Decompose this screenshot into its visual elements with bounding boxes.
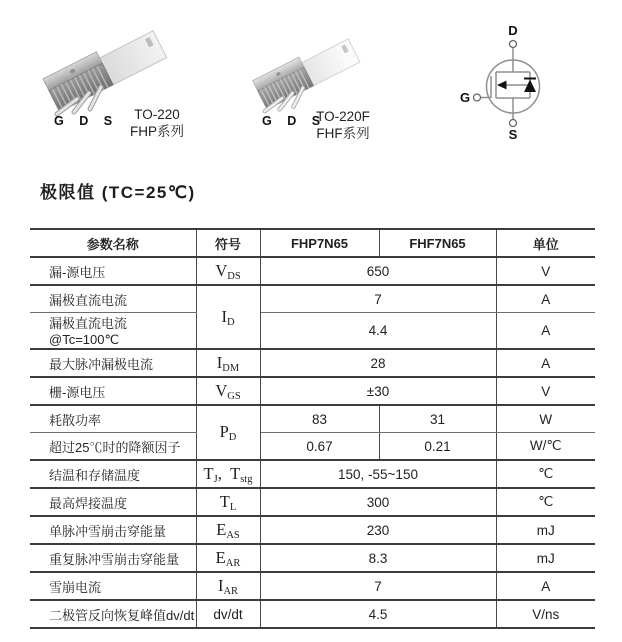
package-series: FHF系列 (316, 126, 370, 141)
unit-cell: V (496, 257, 595, 285)
gate-terminal (474, 94, 481, 101)
table-row (30, 405, 595, 433)
table-row (30, 257, 595, 285)
value-cell: 31 (379, 405, 496, 433)
symbol-text: I (216, 352, 223, 372)
column-header: FHP7N65 (260, 229, 379, 257)
symbol-cell (196, 257, 260, 285)
symbol-subscript: D (226, 316, 235, 328)
section-title: 极限值 (TC=25℃) (40, 183, 196, 202)
package-name: TO-220F (316, 109, 370, 124)
package-pins-label: G D S (54, 114, 119, 128)
column-header: 参数名称 (30, 229, 196, 257)
column-header: FHF7N65 (379, 229, 496, 257)
table-body (30, 257, 595, 628)
unit-cell: V/ns (496, 600, 595, 628)
parameter-name-cell: 最高焊接温度 (30, 488, 196, 516)
table-row (30, 285, 595, 313)
symbol-subscript: AR (223, 585, 239, 597)
symbol-text: I (221, 306, 227, 326)
package-pins-label: G D S (262, 114, 327, 128)
unit-cell: V (496, 377, 595, 405)
symbol-text: E (215, 547, 226, 567)
symbol-subscript: DS (227, 270, 241, 282)
unit-cell: mJ (496, 516, 595, 544)
ratings-table-wrap (30, 228, 595, 629)
table-header (30, 229, 595, 257)
symbol-text: V (215, 260, 228, 280)
table-row (30, 349, 595, 377)
symbol-text: dv/dt (213, 607, 243, 622)
symbol-subscript: DM (222, 362, 240, 374)
column-header: 单位 (496, 229, 595, 257)
mosfet-symbol-diagram (456, 14, 568, 148)
value-cell: 300 (260, 488, 496, 516)
parameter-name-cell: 单脉冲雪崩击穿能量 (30, 516, 196, 544)
symbol-subscript: J (213, 473, 218, 485)
symbol-subscript: L (229, 501, 237, 513)
value-cell: 4.4 (260, 313, 496, 350)
package-caption (312, 108, 374, 142)
value-cell: 28 (260, 349, 496, 377)
symbol-cell (196, 285, 260, 349)
value-cell: 7 (260, 285, 496, 313)
unit-cell: A (496, 572, 595, 600)
source-label: S (508, 127, 518, 142)
parameter-name-cell: 漏极直流电流 (30, 285, 196, 313)
symbol-cell (196, 377, 260, 405)
parameter-name-cell: 二极管反向恢复峰值dv/dt (30, 600, 196, 628)
parameter-name-cell: 漏-源电压 (30, 257, 196, 285)
value-cell: 7 (260, 572, 496, 600)
column-header: 符号 (196, 229, 260, 257)
parameter-name-cell: 最大脉冲漏极电流 (30, 349, 196, 377)
value-cell: 0.67 (260, 433, 379, 461)
symbol-text: E (216, 519, 227, 539)
package-series: FHP系列 (130, 124, 184, 139)
value-cell: 0.21 (379, 433, 496, 461)
unit-cell: A (496, 285, 595, 313)
unit-cell: A (496, 349, 595, 377)
value-cell: 230 (260, 516, 496, 544)
table-row (30, 572, 595, 600)
symbol-text: , T (217, 463, 241, 483)
symbol-subscript: AR (225, 557, 241, 569)
parameter-name-cell: 结温和存储温度 (30, 460, 196, 488)
value-cell: 4.5 (260, 600, 496, 628)
symbol-subscript: stg (240, 473, 253, 485)
table-row (30, 600, 595, 628)
value-cell: ±30 (260, 377, 496, 405)
unit-cell: W/℃ (496, 433, 595, 461)
symbol-text: T (203, 463, 214, 483)
to220-package-image (40, 22, 192, 118)
parameter-name-cell: 重复脉冲雪崩击穿能量 (30, 544, 196, 572)
source-terminal (510, 120, 517, 127)
unit-cell: W (496, 405, 595, 433)
symbol-text: P (219, 422, 229, 441)
symbol-cell (196, 600, 260, 628)
table-row (30, 377, 595, 405)
unit-cell: ℃ (496, 460, 595, 488)
drain-terminal (510, 41, 517, 48)
to220f-package-image (250, 30, 382, 116)
parameter-name-cell: 栅-源电压 (30, 377, 196, 405)
table-row (30, 544, 595, 572)
symbol-cell (196, 516, 260, 544)
table-row (30, 460, 595, 488)
value-cell: 150, -55~150 (260, 460, 496, 488)
parameter-name-cell: 耗散功率 (30, 405, 196, 433)
ratings-table (30, 228, 595, 629)
table-row (30, 488, 595, 516)
drain-label: D (508, 23, 518, 38)
symbol-cell (196, 349, 260, 377)
symbol-cell (196, 572, 260, 600)
package-caption (126, 106, 188, 140)
symbol-cell (196, 405, 260, 460)
unit-cell: mJ (496, 544, 595, 572)
symbol-cell (196, 544, 260, 572)
value-cell: 83 (260, 405, 379, 433)
parameter-name-cell: 漏极直流电流@Tc=100℃ (30, 313, 196, 350)
symbol-subscript: D (228, 432, 237, 443)
value-cell: 8.3 (260, 544, 496, 572)
symbol-subscript: AS (226, 529, 240, 541)
symbol-cell (196, 460, 260, 488)
unit-cell: ℃ (496, 488, 595, 516)
table-row (30, 516, 595, 544)
package-name: TO-220 (134, 107, 180, 122)
table-row (30, 313, 595, 350)
body-arrow (497, 81, 507, 90)
table-row (30, 433, 595, 461)
parameter-name-cell: 超过25℃时的降额因子 (30, 433, 196, 461)
symbol-subscript: GS (227, 390, 241, 402)
symbol-text: T (219, 491, 230, 511)
parameter-name-cell: 雪崩电流 (30, 572, 196, 600)
gate-label: G (459, 90, 471, 105)
symbol-cell (196, 488, 260, 516)
symbol-text: V (215, 380, 228, 400)
unit-cell: A (496, 313, 595, 350)
symbol-text: I (217, 575, 224, 595)
value-cell: 650 (260, 257, 496, 285)
